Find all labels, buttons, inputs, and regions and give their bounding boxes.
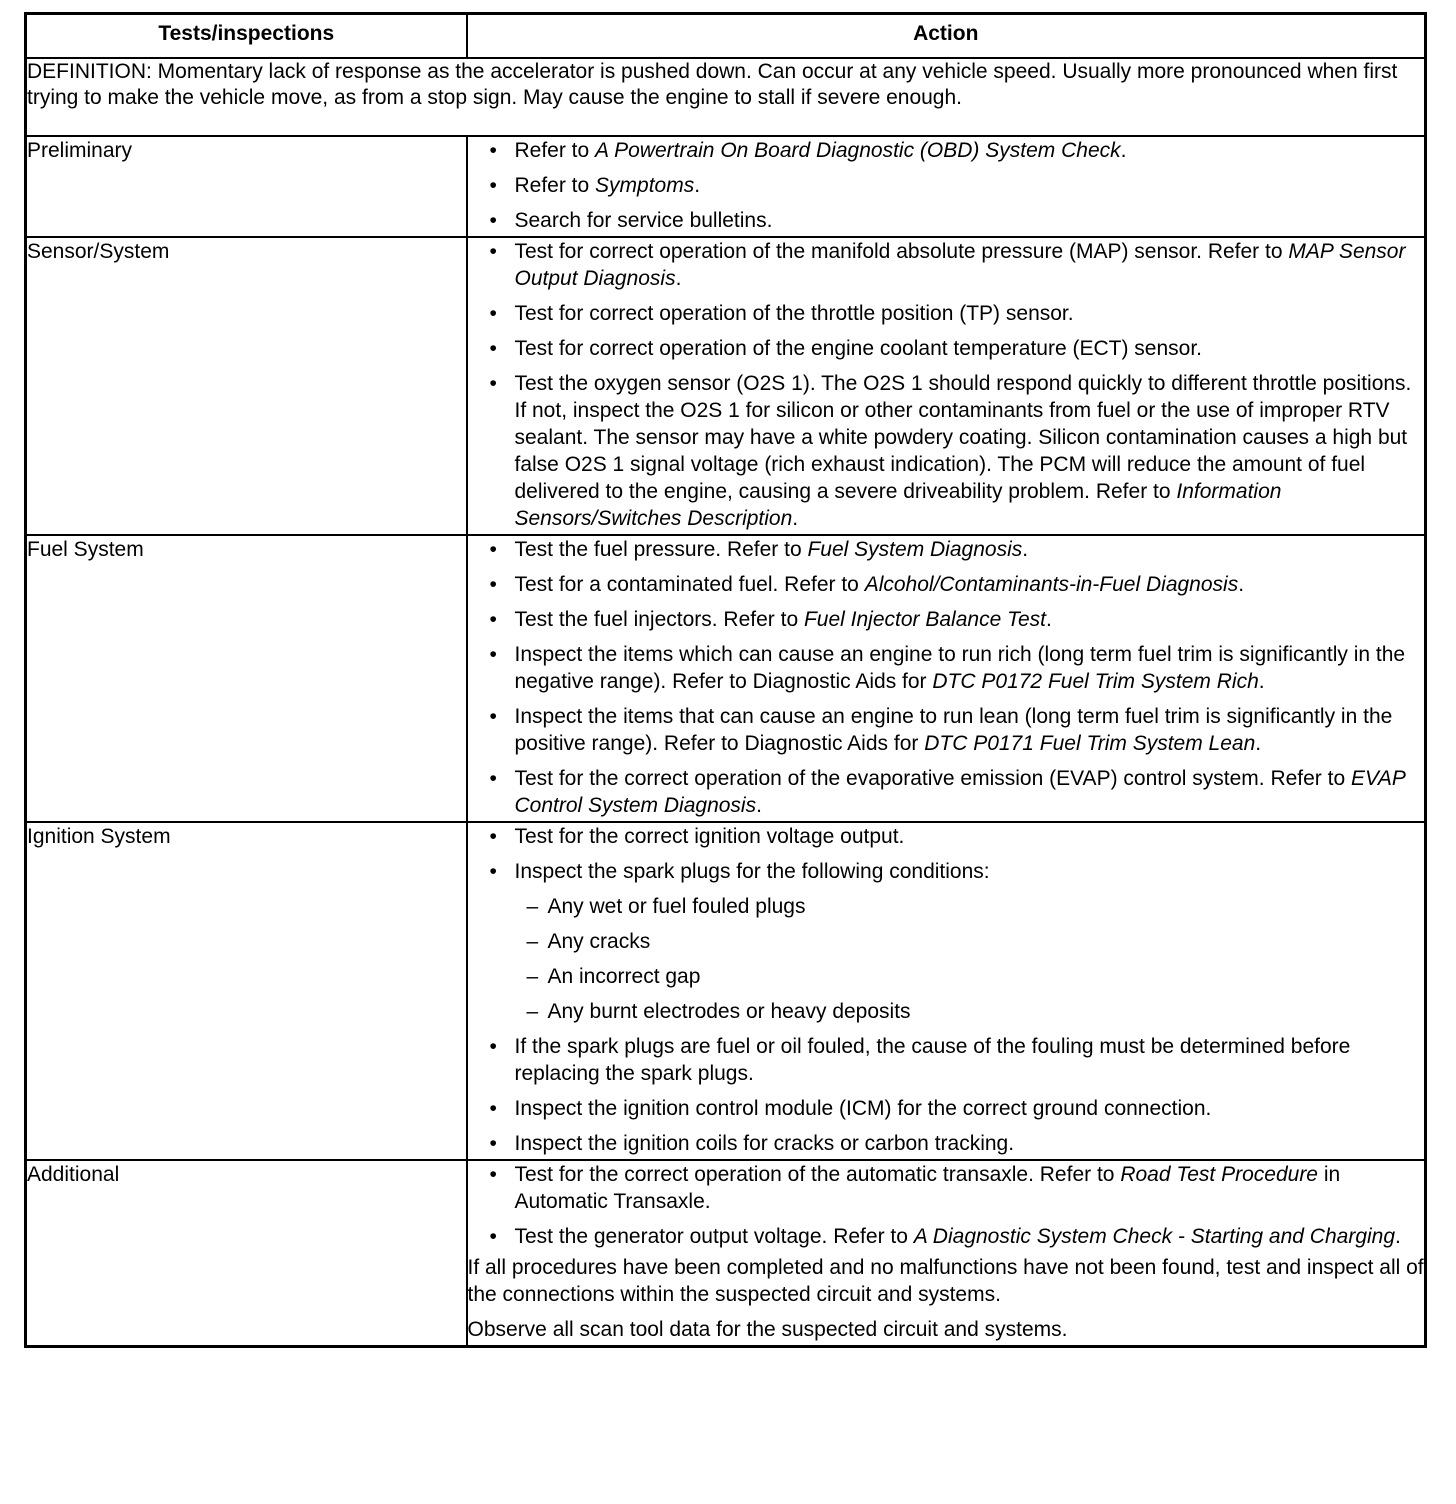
header-row bbox=[26, 14, 1426, 59]
row-category: Additional bbox=[26, 1160, 467, 1347]
action-item bbox=[468, 172, 1425, 199]
action-item bbox=[468, 370, 1425, 532]
dash-icon: – bbox=[526, 1000, 539, 1023]
header-action: Action bbox=[467, 14, 1426, 59]
action-text: Test the generator output voltage. Refer to bbox=[514, 1225, 914, 1248]
action-text: Inspect the ignition control module (ICM) for the correct ground connection. bbox=[514, 1097, 1212, 1120]
action-item bbox=[468, 1033, 1425, 1087]
action-item bbox=[468, 536, 1425, 563]
action-text: Test the fuel injectors. Refer to bbox=[514, 608, 804, 631]
action-item bbox=[468, 207, 1425, 234]
action-text-end: . bbox=[792, 507, 799, 530]
action-text: Test for correct operation of the manifold absolute pressure (MAP) sensor. Refer to bbox=[514, 240, 1289, 263]
row-category: Preliminary bbox=[26, 136, 467, 237]
reference-link: Alcohol/Contaminants-in-Fuel Diagnosis bbox=[864, 573, 1239, 596]
dash-icon: – bbox=[526, 965, 539, 988]
action-text-end: . bbox=[1046, 608, 1052, 631]
bullet-icon: • bbox=[489, 209, 497, 232]
bullet-icon: • bbox=[489, 1035, 497, 1058]
action-item bbox=[468, 606, 1425, 633]
action-item bbox=[468, 1130, 1425, 1157]
action-text: Search for service bulletins. bbox=[514, 209, 773, 232]
bullet-icon: • bbox=[489, 337, 497, 360]
definition-text: DEFINITION: Momentary lack of response as the accelerator is pushed down. Can occur at any vehicle speed. Usually more pronounced when first trying to make the vehicle move, as from a stop sign. May cause the engine to stall if severe enough. bbox=[26, 58, 1426, 136]
action-text-end: . bbox=[675, 267, 682, 290]
bullet-icon: • bbox=[489, 174, 497, 197]
table-row bbox=[26, 822, 1426, 1160]
action-item bbox=[468, 823, 1425, 850]
row-actions bbox=[467, 535, 1426, 822]
dash-icon: – bbox=[526, 930, 539, 953]
bullet-icon: • bbox=[489, 1132, 497, 1155]
action-text: Test for the correct ignition voltage output. bbox=[514, 825, 905, 848]
bullet-icon: • bbox=[489, 1163, 497, 1186]
table-row bbox=[26, 1160, 1426, 1347]
action-item bbox=[468, 238, 1425, 292]
condition-list bbox=[515, 893, 1425, 1025]
row-actions bbox=[467, 1160, 1426, 1347]
action-text: Test the fuel pressure. Refer to bbox=[514, 538, 808, 561]
bullet-icon: • bbox=[489, 608, 497, 631]
condition-text: Any cracks bbox=[547, 930, 651, 953]
action-text-end: . bbox=[1120, 139, 1127, 162]
row-category: Ignition System bbox=[26, 822, 467, 1160]
action-item bbox=[468, 703, 1425, 757]
action-item bbox=[468, 1223, 1425, 1250]
action-item bbox=[468, 858, 1425, 1025]
action-text: Test for correct operation of the engine coolant temperature (ECT) sensor. bbox=[514, 337, 1203, 360]
action-text: Test for correct operation of the throttle position (TP) sensor. bbox=[514, 302, 1074, 325]
action-list bbox=[468, 1161, 1425, 1250]
action-item bbox=[468, 1095, 1425, 1122]
action-text: Test for a contaminated fuel. Refer to bbox=[514, 573, 865, 596]
bullet-icon: • bbox=[489, 1097, 497, 1120]
bullet-icon: • bbox=[489, 240, 497, 263]
bullet-icon: • bbox=[489, 1225, 497, 1248]
action-text-end: in Automatic Transaxle. bbox=[514, 1163, 1341, 1213]
reference-link: Symptoms bbox=[595, 174, 695, 197]
action-text: Inspect the spark plugs for the following conditions: bbox=[514, 860, 990, 883]
action-text-end: . bbox=[1238, 573, 1245, 596]
reference-link: Fuel Injector Balance Test bbox=[803, 608, 1046, 631]
row-actions bbox=[467, 237, 1426, 535]
row-actions bbox=[467, 136, 1426, 237]
row-actions bbox=[467, 822, 1426, 1160]
bullet-icon: • bbox=[489, 860, 497, 883]
definition-row bbox=[26, 58, 1426, 136]
reference-link: Information Sensors/Switches Description bbox=[514, 480, 1282, 530]
action-list bbox=[468, 238, 1425, 532]
reference-link: Fuel System Diagnosis bbox=[807, 538, 1023, 561]
header-tests: Tests/inspections bbox=[26, 14, 467, 59]
action-text: Test for the correct operation of the automatic transaxle. Refer to bbox=[514, 1163, 1121, 1186]
action-item bbox=[468, 641, 1425, 695]
bullet-icon: • bbox=[489, 643, 497, 666]
table-row bbox=[26, 136, 1426, 237]
reference-link: A Diagnostic System Check - Starting and Charging bbox=[913, 1225, 1396, 1248]
reference-link: A Powertrain On Board Diagnostic (OBD) System Check bbox=[595, 139, 1121, 162]
action-item bbox=[468, 571, 1425, 598]
action-text-end: . bbox=[1258, 670, 1265, 693]
action-text: Inspect the ignition coils for cracks or carbon tracking. bbox=[514, 1132, 1015, 1155]
bullet-icon: • bbox=[489, 139, 497, 162]
bullet-icon: • bbox=[489, 302, 497, 325]
action-item bbox=[468, 335, 1425, 362]
action-text: Test the oxygen sensor (O2S 1). The O2S 1 should respond quickly to different throttle positions. If not, inspect the O2S 1 for silicon or other contaminants from fuel or the use of improper RTV sealant. The sensor may have a white powdery coating. Silicon contamination causes a high but false O2S 1 signal voltage (rich exhaust indication). The PCM will reduce the amount of fuel delivered to the engine, causing a severe driveability problem. Refer to bbox=[514, 372, 1412, 503]
action-list bbox=[468, 536, 1425, 819]
diagnostic-table bbox=[24, 12, 1427, 1348]
condition-item bbox=[515, 928, 1425, 955]
condition-item bbox=[515, 963, 1425, 990]
action-text: Test for the correct operation of the evaporative emission (EVAP) control system. Refer to bbox=[514, 767, 1351, 790]
closing-note: If all procedures have been completed and no malfunctions have not been found, test and inspect all of the connections within the suspected circuit and systems. bbox=[467, 1256, 1424, 1306]
action-list bbox=[468, 823, 1425, 1157]
row-category: Fuel System bbox=[26, 535, 467, 822]
bullet-icon: • bbox=[489, 825, 497, 848]
reference-link: EVAP Control System Diagnosis bbox=[514, 767, 1406, 817]
action-text: If the spark plugs are fuel or oil fouled, the cause of the fouling must be determined before replacing the spark plugs. bbox=[514, 1035, 1351, 1085]
bullet-icon: • bbox=[489, 538, 497, 561]
bullet-icon: • bbox=[489, 573, 497, 596]
row-category: Sensor/System bbox=[26, 237, 467, 535]
table-row bbox=[26, 535, 1426, 822]
condition-item bbox=[515, 893, 1425, 920]
bullet-icon: • bbox=[489, 372, 497, 395]
reference-link: DTC P0171 Fuel Trim System Lean bbox=[924, 732, 1256, 755]
table-row bbox=[26, 237, 1426, 535]
action-text-end: . bbox=[1022, 538, 1029, 561]
reference-link: DTC P0172 Fuel Trim System Rich bbox=[932, 670, 1259, 693]
closing-note: Observe all scan tool data for the suspected circuit and systems. bbox=[467, 1318, 1068, 1341]
bullet-icon: • bbox=[489, 705, 497, 728]
reference-link: MAP Sensor Output Diagnosis bbox=[514, 240, 1406, 290]
condition-text: Any burnt electrodes or heavy deposits bbox=[547, 1000, 911, 1023]
condition-item bbox=[515, 998, 1425, 1025]
action-text: Refer to bbox=[514, 139, 596, 162]
action-text-end: . bbox=[1255, 732, 1262, 755]
reference-link: Road Test Procedure bbox=[1120, 1163, 1318, 1186]
condition-text: Any wet or fuel fouled plugs bbox=[547, 895, 806, 918]
action-list bbox=[468, 137, 1425, 234]
action-item bbox=[468, 300, 1425, 327]
action-text-end: . bbox=[694, 174, 701, 197]
action-text: Inspect the items that can cause an engine to run lean (long term fuel trim is significantly in the positive range). Refer to Diagnostic Aids for bbox=[514, 705, 1393, 755]
action-item bbox=[468, 137, 1425, 164]
action-text-end: . bbox=[1395, 1225, 1401, 1248]
dash-icon: – bbox=[526, 895, 539, 918]
action-item bbox=[468, 1161, 1425, 1215]
action-text: Refer to bbox=[514, 174, 596, 197]
action-text: Inspect the items which can cause an engine to run rich (long term fuel trim is significantly in the negative range). Refer to Diagnostic Aids for bbox=[514, 643, 1406, 693]
bullet-icon: • bbox=[489, 767, 497, 790]
condition-text: An incorrect gap bbox=[547, 965, 701, 988]
action-text-end: . bbox=[756, 794, 762, 817]
action-item bbox=[468, 765, 1425, 819]
